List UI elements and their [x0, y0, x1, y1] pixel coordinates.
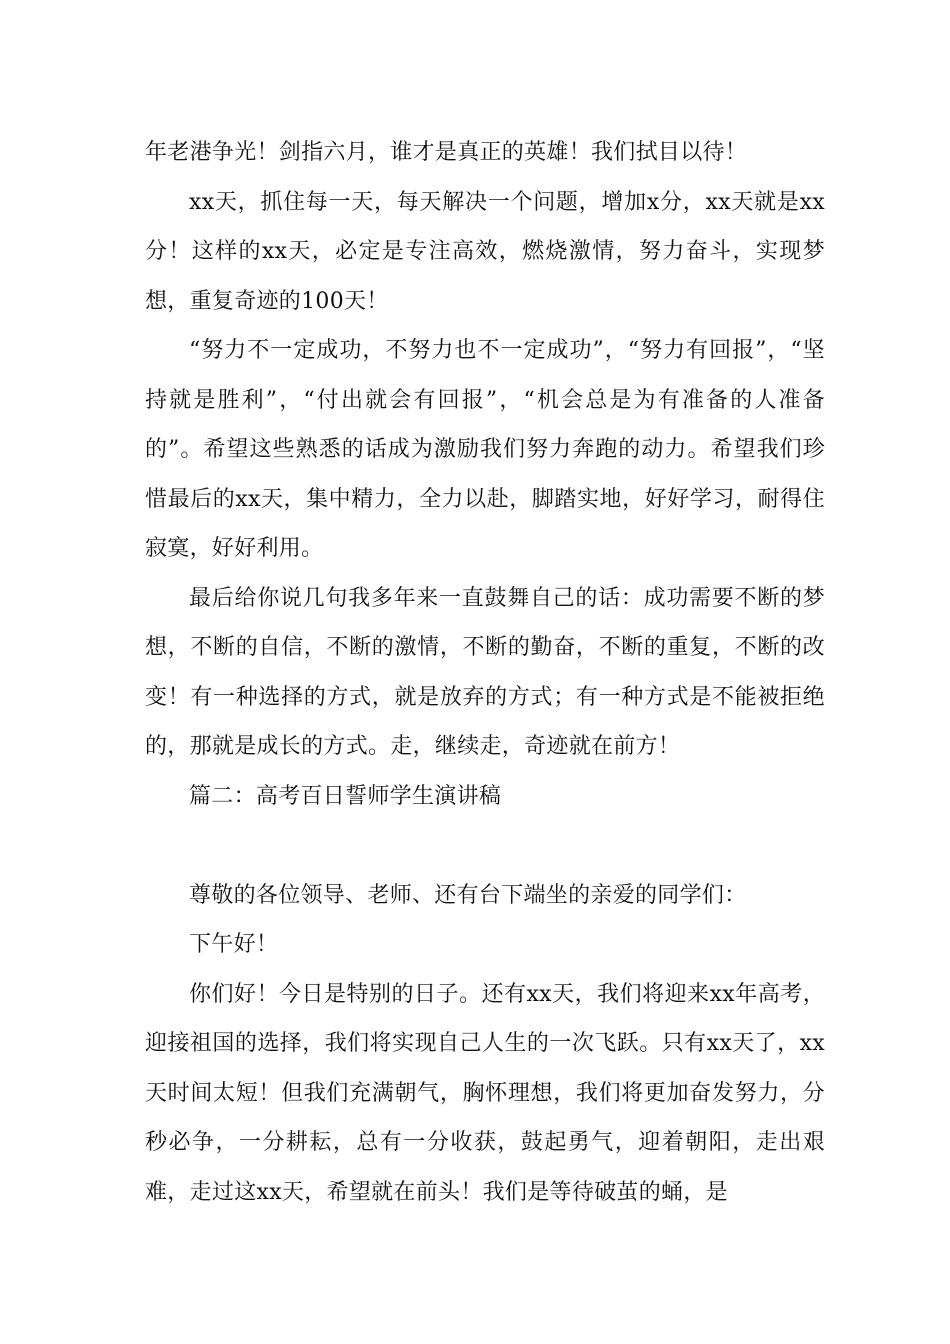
section-heading: 篇二：高考百日誓师学生演讲稿 [189, 783, 502, 809]
paragraph-closing-words: 最后给你说几句我多年来一直鼓舞自己的话：成功需要不断的梦想，不断的自信，不断的激情，不断的勤奋，不断的重复，不断的改变！有一种选择的方式，就是放弃的方式；有一种方式是不能被拒绝的，那就是成长的方式。走，继续走，奇迹就在前方！ [145, 585, 825, 759]
blank-line [145, 821, 825, 871]
paragraph-continuation: 年老港争光！剑指六月，谁才是真正的英雄！我们拭目以待！ [145, 140, 748, 165]
greeting: 下午好！ [189, 932, 279, 957]
paragraph-sayings: “努力不一定成功，不努力也不一定成功”，“努力有回报”，“坚持就是胜利”，“付出就会有回报”，“机会总是为有准备的人准备的”。希望这些熟悉的话成为激励我们努力奔跑的动力。希望我们珍惜最后的xx天，集中精力，全力以赴，脚踏实地，好好学习，耐得住寂寞，好好利用。 [145, 338, 825, 561]
document-page [145, 128, 825, 1217]
paragraph-100-days: xx天，抓住每一天，每天解决一个问题，增加x分，xx天就是xx分！这样的xx天，必定是专注高效，燃烧激情，努力奋斗，实现梦想，重复奇迹的100天！ [145, 189, 825, 314]
salutation: 尊敬的各位领导、老师、还有台下端坐的亲爱的同学们： [189, 882, 747, 908]
paragraph-speech-body: 你们好！今日是特别的日子。还有xx天，我们将迎来xx年高考，迎接祖国的选择，我们将实现自己人生的一次飞跃。只有xx天了，xx天时间太短！但我们充满朝气，胸怀理想，我们将更加奋发努力，分秒必争，一分耕耘，总有一分收获，鼓起勇气，迎着朝阳，走出艰难，走过这xx天，希望就在前头！我们是等待破茧的蛹，是 [145, 981, 825, 1205]
